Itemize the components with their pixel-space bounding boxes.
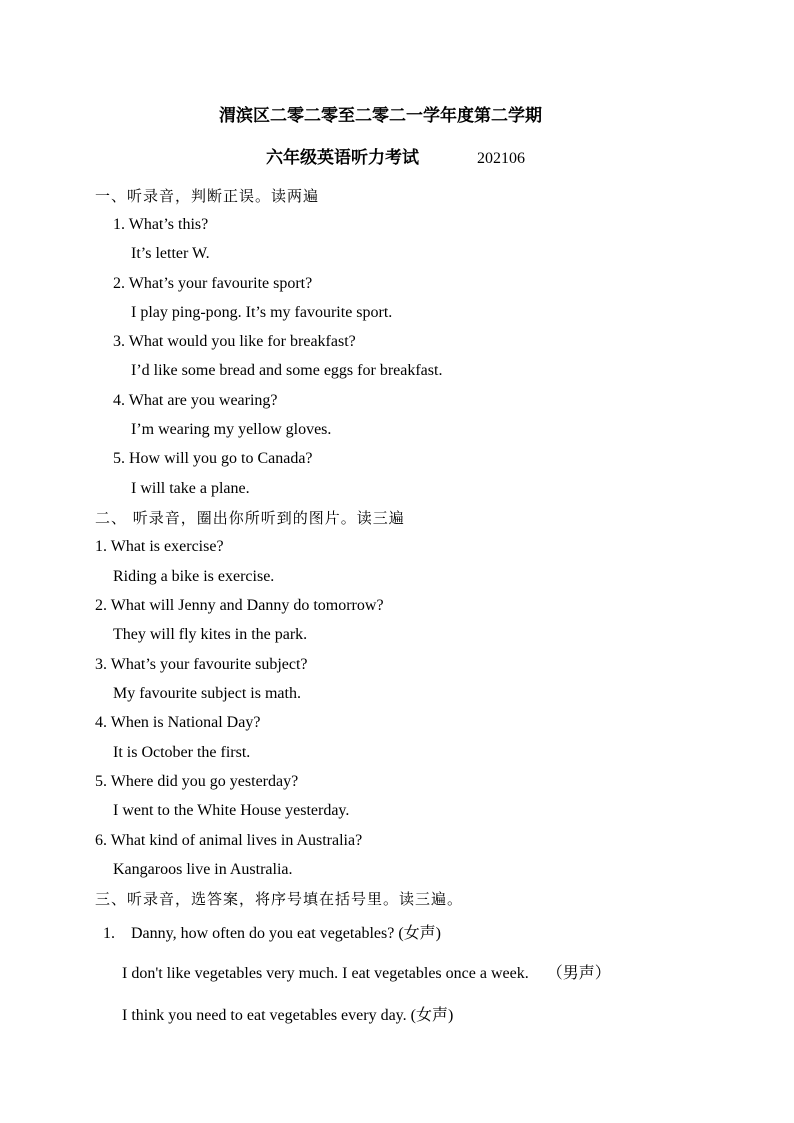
section2-answer-1: Riding a bike is exercise.	[113, 568, 275, 585]
section3-item1-number: 1.	[103, 925, 115, 942]
exam-code: 202106	[477, 150, 525, 167]
section3-item1-line2-row	[122, 964, 611, 984]
section1-question-1: 1. What’s this?	[113, 216, 209, 233]
section1-answer-4: I’m wearing my yellow gloves.	[131, 421, 332, 438]
section2-answer-2: They will fly kites in the park.	[113, 626, 308, 643]
section3-heading: 三、听录音，选答案，将序号填在括号里。读三遍。	[95, 890, 464, 908]
section1-question-2: 2. What’s your favourite sport?	[113, 275, 313, 292]
section2-question-1: 1. What is exercise?	[95, 538, 224, 555]
section1-answer-3: I’d like some bread and some eggs for breakfast.	[131, 362, 443, 379]
section1-answer-1: It’s letter W.	[131, 245, 210, 262]
section2-heading: 二、 听录音，圈出你所听到的图片。读三遍	[95, 509, 405, 527]
section2-answer-3: My favourite subject is math.	[113, 685, 301, 702]
section2-answer-5: I went to the White House yesterday.	[113, 802, 350, 819]
section2-answer-6: Kangaroos live in Australia.	[113, 861, 293, 878]
section3-item1-line2: I don't like vegetables very much. I eat vegetables once a week.	[122, 965, 529, 982]
section2-question-4: 4. When is National Day?	[95, 714, 261, 731]
section1-question-3: 3. What would you like for breakfast?	[113, 333, 356, 350]
section2-answer-4: It is October the first.	[113, 744, 251, 761]
section3-item1-line3: I think you need to eat vegetables every day. (女声)	[122, 1007, 454, 1024]
document-subtitle: 六年级英语听力考试	[266, 148, 419, 167]
section2-question-2: 2. What will Jenny and Danny do tomorrow?	[95, 597, 384, 614]
section3-item1-line2-tag: （男声）	[546, 965, 611, 982]
section1-answer-2: I play ping-pong. It’s my favourite sport.	[131, 304, 393, 321]
section1-heading: 一、听录音，判断正误。读两遍	[95, 187, 320, 205]
document-subtitle-row	[266, 148, 525, 169]
section2-question-6: 6. What kind of animal lives in Australia?	[95, 832, 363, 849]
section1-question-4: 4. What are you wearing?	[113, 392, 278, 409]
section2-question-3: 3. What’s your favourite subject?	[95, 656, 308, 673]
section3-item1-line1: Danny, how often do you eat vegetables? (女声)	[131, 925, 441, 942]
document-title: 渭滨区二零二零至二零二一学年度第二学期	[219, 106, 542, 125]
section1-question-5: 5. How will you go to Canada?	[113, 450, 313, 467]
section1-answer-5: I will take a plane.	[131, 480, 250, 497]
section2-question-5: 5. Where did you go yesterday?	[95, 773, 299, 790]
